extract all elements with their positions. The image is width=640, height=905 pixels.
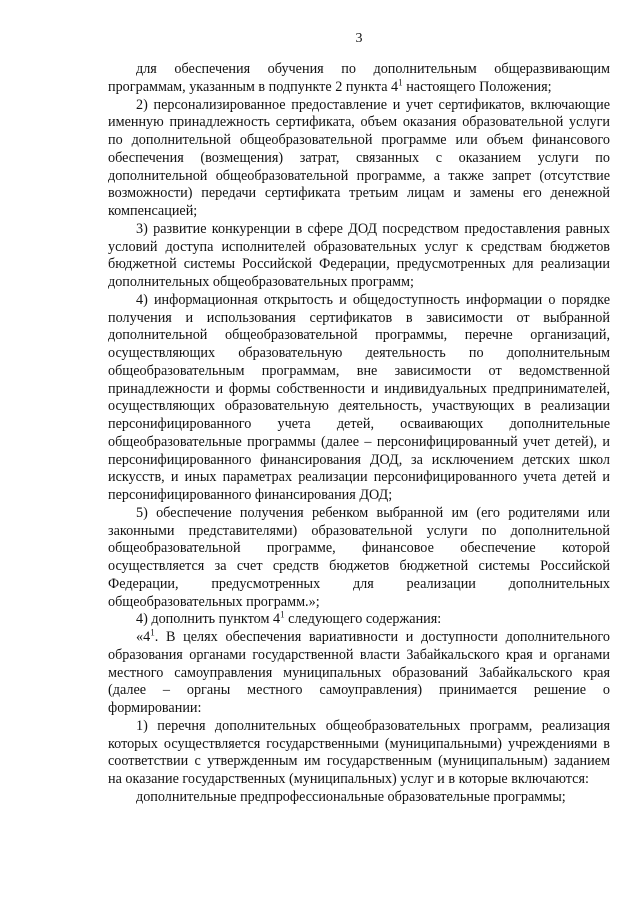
text-run: для обеспечения обучения по дополнительным общеразвивающим программам, указанным в подпункте 2 пункта 4 <box>108 61 610 95</box>
text-run: 1) перечня дополнительных общеобразовательных программ, реализация которых осуществляется государственными (муниципальными) учреждениями в соответствии с утвержденным им государственным (муниципальным) заданием на оказание государственных (муниципальных) услуг и в которые включаются: <box>108 717 610 787</box>
paragraph <box>108 221 610 292</box>
paragraph <box>108 61 610 97</box>
paragraph <box>108 789 610 807</box>
paragraph <box>108 611 610 629</box>
document-page <box>108 30 610 807</box>
document-body <box>108 61 610 807</box>
paragraph <box>108 97 610 221</box>
text-run: 5) обеспечение получения ребенком выбранной им (его родителями или законными представителями) образовательной услуги по дополнительной общеобразовательной программе, финансовое обеспечение которой осуществляется за счет средств бюджетов бюджетной системы Российской Федерации, предусмотренных для реализации дополнительных общеобразовательных программ.»; <box>108 504 610 610</box>
paragraph <box>108 292 610 505</box>
page-number: 3 <box>355 31 363 46</box>
text-run: 3) развитие конкуренции в сфере ДОД посредством предоставления равных условий доступа исполнителей образовательных услуг к средствам бюджетов бюджетной системы Российской Федерации, предусмотренных для реализации дополнительных общеобразовательных программ; <box>108 220 610 290</box>
text-run: «4 <box>136 629 151 645</box>
paragraph <box>108 505 610 612</box>
text-run: настоящего Положения; <box>402 78 552 95</box>
text-run: дополнительные предпрофессиональные образовательные программы; <box>136 788 566 805</box>
superscript: 1 <box>280 609 285 620</box>
text-run: 2) персонализированное предоставление и учет сертификатов, включающие именную принадлежность сертификата, объем оказания образовательной услуги по дополнительной общеобразовательной программе или объем финансового обеспечения (возмещения) затрат, связанных с оказанием услуги по дополнительной общеобразовательной программе, а также запрет (отсутствие возможности) передачи сертификата третьим лицам и замены его денежной компенсацией; <box>108 96 610 219</box>
paragraph <box>108 718 610 789</box>
text-run: следующего содержания: <box>284 611 442 628</box>
text-run: 4) дополнить пунктом 4 <box>136 611 281 628</box>
superscript: 1 <box>150 627 155 638</box>
superscript: 1 <box>398 77 403 88</box>
paragraph <box>108 629 610 718</box>
text-run: 4) информационная открытость и общедоступность информации о порядке получения и использования сертификатов в зависимости от выбранной дополнительной общеобразовательной программы, перечне организаций, осуществляющих образовательную деятельность по дополнительным общеобразовательным программам, вне зависимости от ведомственной принадлежности и формы собственности и индивидуальных предпринимателей, осуществляющих образовательную деятельность, участвующих в реализации персонифицированного учета детей, осваивающих дополнительные общеобразовательные программы (далее – персонифицированный учет детей), и персонифицированного финансирования ДОД, за исключением детских школ искусств, и иных параметрах реализации персонифицированного учета детей и персонифицированного финансирования ДОД; <box>108 291 610 503</box>
text-run: . В целях обеспечения вариативности и доступности дополнительного образования органами государственной власти Забайкальского края и органами местного самоуправления муниципальных образований Забайкальского края (далее – органы местного самоуправления) принимается решение о формировании: <box>108 629 610 716</box>
